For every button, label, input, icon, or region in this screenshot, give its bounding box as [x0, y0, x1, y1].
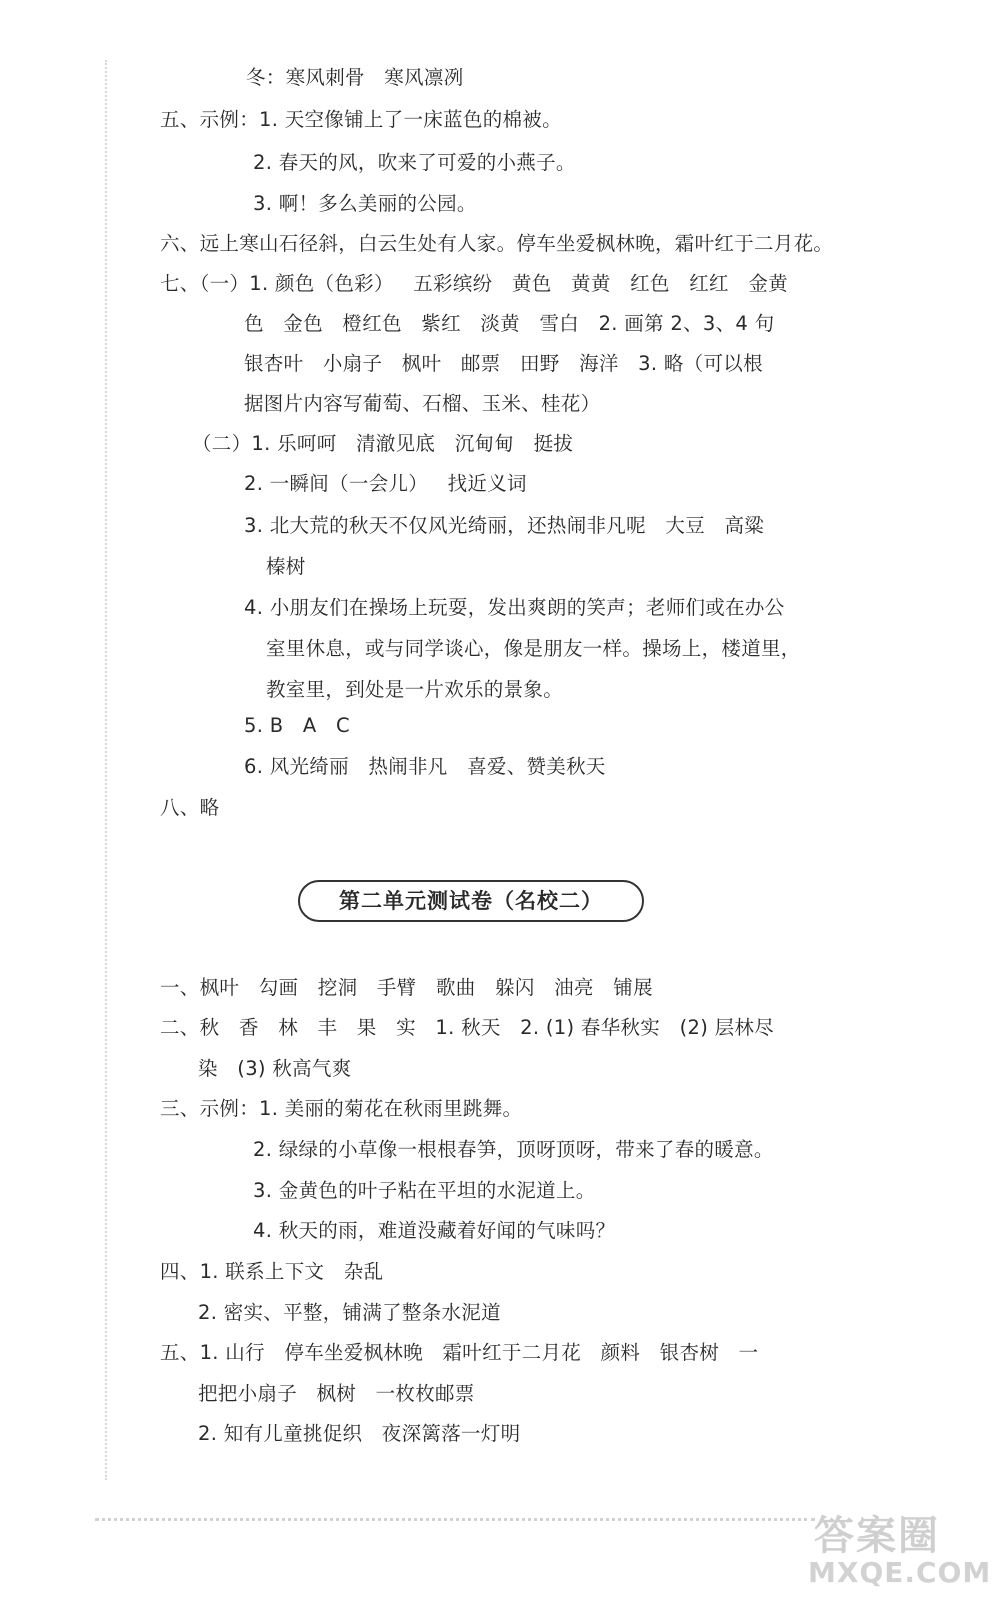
answer-line-unit2-3-3: 3. 金黄色的叶子粘在平坦的水泥道上。: [253, 1179, 596, 1202]
answer-line-7-1-c: 银杏叶 小扇子 枫叶 邮票 田野 海洋 3. 略（可以根: [244, 352, 763, 375]
answer-line-7-1-d: 据图片内容写葡萄、石榴、玉米、桂花）: [244, 392, 601, 415]
answer-line-7-1-a: 七、（一）1. 颜色（色彩） 五彩缤纷 黄色 黄黄 红色 红红 金黄: [160, 272, 788, 295]
section-title: 第二单元测试卷（名校二）: [339, 889, 603, 913]
answer-line-7-1-b: 色 金色 橙红色 紫红 淡黄 雪白 2. 画第 2、3、4 句: [244, 312, 775, 335]
answer-line-8: 八、略: [160, 796, 220, 819]
answer-line-7-2-4c: 教室里，到处是一片欢乐的景象。: [266, 678, 564, 701]
answer-line-unit2-2a: 二、秋 香 林 丰 果 实 1. 秋天 2. (1) 春华秋实 (2) 层林尽: [160, 1016, 775, 1039]
binding-margin-line: [105, 60, 107, 1480]
answer-line-unit2-5-1a: 五、1. 山行 停车坐爱枫林晚 霜叶红于二月花 颜料 银杏树 一: [160, 1341, 759, 1364]
section-title-box: [298, 880, 644, 922]
answer-line-5-example-1: 五、示例：1. 天空像铺上了一床蓝色的棉被。: [160, 108, 562, 131]
answer-line-unit2-3-4: 4. 秋天的雨，难道没藏着好闻的气味吗？: [253, 1219, 616, 1242]
bottom-dotted-rule: [95, 1518, 815, 1521]
answer-line-unit2-4-2: 2. 密实、平整，铺满了整条水泥道: [198, 1301, 501, 1324]
answer-line-7-2-1: （二）1. 乐呵呵 清澈见底 沉甸甸 挺拔: [192, 432, 574, 455]
answer-line-5-example-3: 3. 啊！多么美丽的公园。: [253, 192, 477, 215]
watermark-url: MXQE.COM: [808, 1556, 992, 1589]
answer-line-unit2-3-2: 2. 绿绿的小草像一根根春笋，顶呀顶呀，带来了春的暖意。: [253, 1138, 774, 1161]
answer-line-5-example-2: 2. 春天的风，吹来了可爱的小燕子。: [253, 151, 576, 174]
answer-line-7-2-5: 5. B A C: [244, 714, 350, 737]
answer-line-unit2-2b: 染 (3) 秋高气爽: [198, 1057, 352, 1080]
answer-line-7-2-6: 6. 风光绮丽 热闹非凡 喜爱、赞美秋天: [244, 755, 606, 778]
answer-line-winter: 冬：寒风刺骨 寒风凛冽: [246, 66, 464, 89]
answer-line-7-2-3a: 3. 北大荒的秋天不仅风光绮丽，还热闹非凡呢 大豆 高粱: [244, 514, 765, 537]
answer-line-6-poem: 六、远上寒山石径斜，白云生处有人家。停车坐爱枫林晚，霜叶红于二月花。: [160, 232, 834, 255]
answer-line-unit2-3-1: 三、示例：1. 美丽的菊花在秋雨里跳舞。: [160, 1097, 523, 1120]
answer-line-7-2-4a: 4. 小朋友们在操场上玩耍，发出爽朗的笑声；老师们或在办公: [244, 596, 785, 619]
answer-line-unit2-5-2: 2. 知有儿童挑促织 夜深篱落一灯明: [198, 1422, 521, 1445]
answer-line-7-2-3b: 榛树: [266, 555, 306, 578]
answer-line-unit2-5-1b: 把把小扇子 枫树 一枚枚邮票: [198, 1382, 475, 1405]
answer-line-7-2-2: 2. 一瞬间（一会儿） 找近义词: [244, 472, 527, 495]
watermark-top-text: 答案圈: [814, 1512, 940, 1559]
watermark-logo: [808, 1500, 992, 1595]
answer-line-unit2-4-1: 四、1. 联系上下文 杂乱: [160, 1260, 384, 1283]
answer-line-7-2-4b: 室里休息，或与同学谈心，像是朋友一样。操场上，楼道里，: [266, 637, 801, 660]
answer-line-unit2-1: 一、枫叶 勾画 挖洞 手臂 歌曲 躲闪 油亮 铺展: [160, 976, 653, 999]
